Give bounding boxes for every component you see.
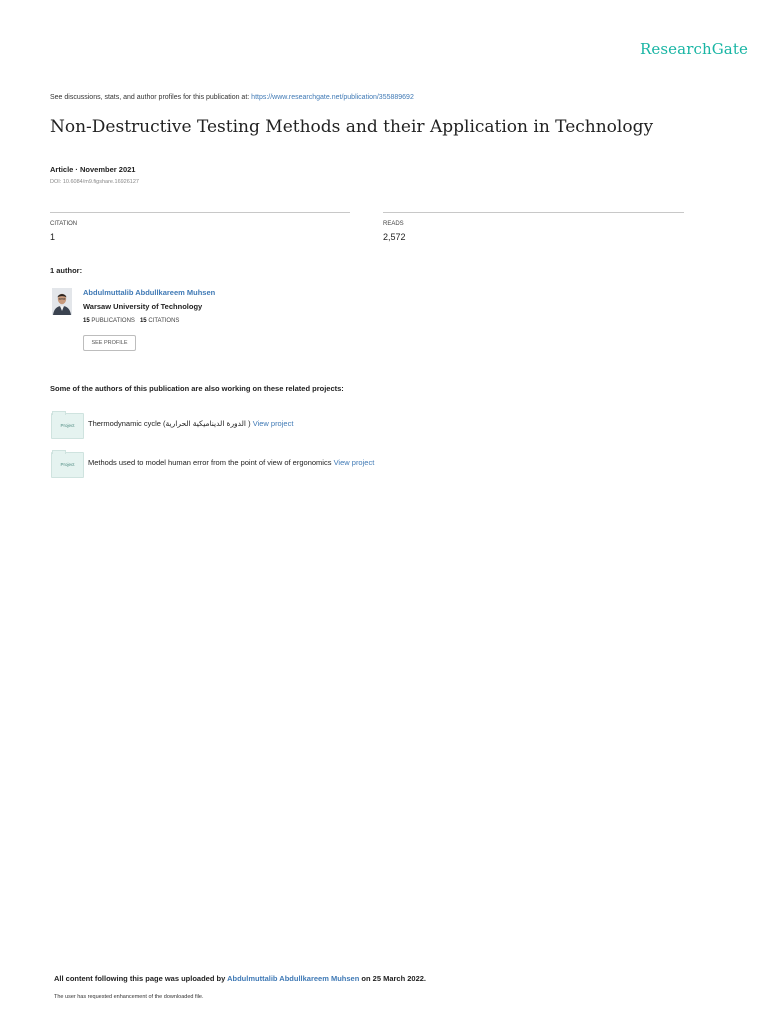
citations-label: CITATIONS [148,318,180,324]
project-icon-label: Project [60,423,75,428]
publications-label: PUBLICATIONS [91,318,135,324]
project-folder-icon [51,413,84,439]
see-profile-button[interactable]: SEE PROFILE [83,335,136,351]
doi-text: DOI: 10.6084/m9.figshare.16926127 [50,179,139,185]
view-project-link[interactable]: View project [252,419,294,428]
related-project-item [88,458,374,467]
researchgate-logo[interactable]: ResearchGate [640,40,748,58]
enhancement-note: The user has requested enhancement of the downloaded file. [54,994,204,1000]
uploader-link[interactable]: Abdulmuttalib Abdullkareem Muhsen [227,974,360,983]
reads-count: 2,572 [383,232,406,242]
discussion-line [50,94,414,101]
author-photo-icon [52,288,72,315]
publication-url-link[interactable]: https://www.researchgate.net/publication/355889692 [251,94,414,101]
citation-label: CITATION [50,221,78,227]
project-icon-label: Project [60,462,75,467]
folder-tab [52,411,66,415]
project-folder-icon [51,452,84,478]
author-affiliation: Warsaw University of Technology [83,302,203,311]
citation-count: 1 [50,232,56,242]
authors-heading: 1 author: [50,266,83,275]
reads-label: READS [383,221,404,227]
discussion-text: See discussions, stats, and author profiles for this publication at: [50,94,252,101]
author-name-link[interactable]: Abdulmuttalib Abdullkareem Muhsen [83,288,216,297]
related-projects-heading: Some of the authors of this publication are also working on these related projects: [50,384,344,393]
author-stats [83,318,179,324]
upload-suffix: on 25 March 2022. [359,974,427,983]
view-project-link[interactable]: View project [333,458,375,467]
divider-citations [50,212,350,213]
project-title: Thermodynamic cycle (الدورة الديناميكية الحرارية ) [88,419,251,428]
publications-count: 15 [83,318,90,324]
upload-prefix: All content following this page was uploaded by [54,974,228,983]
project-title: Methods used to model human error from the point of view of ergonomics [88,458,332,467]
citations-count: 15 [139,318,147,324]
related-project-item [88,419,293,428]
divider-reads [383,212,684,213]
author-avatar[interactable] [52,288,72,315]
upload-notice [54,974,426,983]
folder-tab [52,450,66,454]
page-title: Non-Destructive Testing Methods and their Application in Technology [50,117,654,137]
article-type-date: Article · November 2021 [50,165,136,174]
